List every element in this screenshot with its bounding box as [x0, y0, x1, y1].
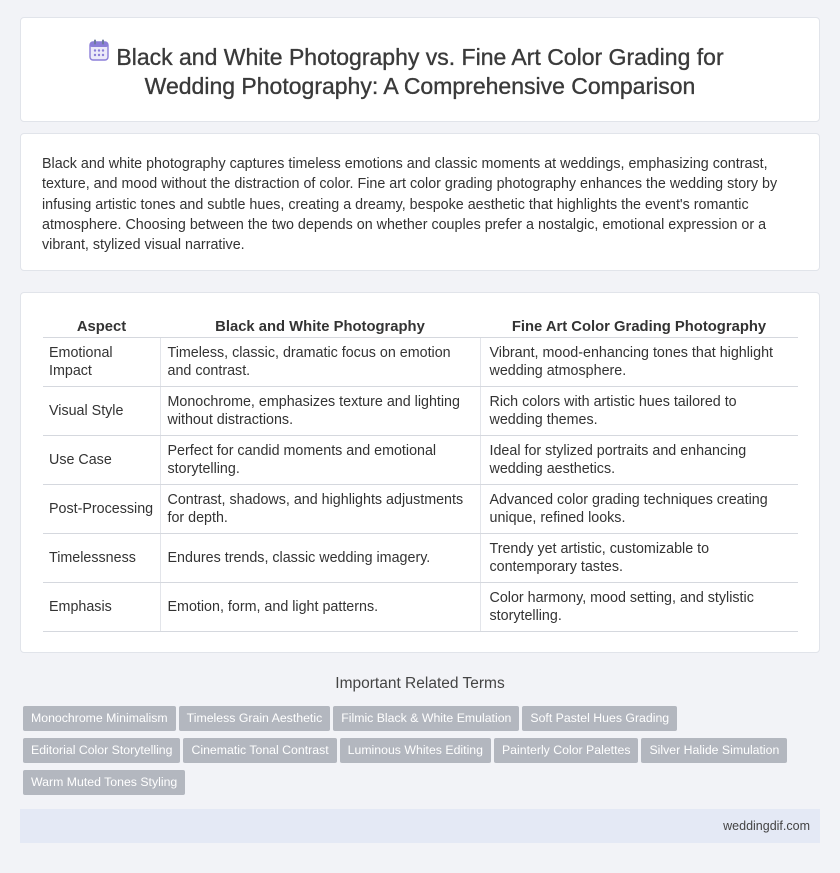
related-term-tag[interactable]: Cinematic Tonal Contrast — [183, 738, 336, 763]
related-term-tag[interactable]: Timeless Grain Aesthetic — [179, 706, 331, 731]
related-term-tag[interactable]: Monochrome Minimalism — [23, 706, 176, 731]
page-title-line2: Wedding Photography: A Comprehensive Comparison — [144, 73, 696, 99]
table-cell-black-white: Contrast, shadows, and highlights adjustments for depth. — [160, 484, 480, 533]
table-row — [43, 386, 798, 435]
table-cell-fine-art-color: Advanced color grading techniques creating unique, refined looks. — [480, 484, 798, 533]
table-row — [43, 533, 798, 582]
page-title — [116, 43, 723, 101]
related-term-tag[interactable]: Warm Muted Tones Styling — [23, 770, 185, 795]
table-header-row — [43, 315, 798, 337]
table-cell-black-white: Monochrome, emphasizes texture and lighting without distractions. — [160, 386, 480, 435]
comparison-table-card — [20, 292, 820, 653]
table-row — [43, 337, 798, 386]
table-cell-fine-art-color: Rich colors with artistic hues tailored to wedding themes. — [480, 386, 798, 435]
comparison-table — [43, 315, 798, 632]
table-cell-black-white: Emotion, form, and light patterns. — [160, 582, 480, 631]
column-header-fine-art-color: Fine Art Color Grading Photography — [480, 315, 798, 337]
column-header-aspect: Aspect — [43, 315, 160, 337]
page-title-line1: Black and White Photography vs. Fine Art Color Grading for — [116, 44, 724, 70]
table-row — [43, 435, 798, 484]
table-cell-aspect: Post-Processing — [43, 484, 160, 533]
related-term-tag[interactable]: Filmic Black & White Emulation — [333, 706, 519, 731]
table-cell-black-white: Timeless, classic, dramatic focus on emotion and contrast. — [160, 337, 480, 386]
related-terms-list — [23, 706, 813, 802]
table-row — [43, 484, 798, 533]
column-header-black-white: Black and White Photography — [160, 315, 480, 337]
related-terms-title: Important Related Terms — [335, 675, 505, 692]
table-cell-fine-art-color: Color harmony, mood setting, and stylistic storytelling. — [480, 582, 798, 631]
table-cell-aspect: Emphasis — [43, 582, 160, 631]
intro-card — [20, 133, 820, 271]
intro-paragraph: Black and white photography captures timeless emotions and classic moments at weddings, emphasizing contrast, texture, and mood without the distraction of color. Fine art color grading photography enhances the wedding story by infusing artistic tones and subtle hues, creating a dreamy, bespoke aesthetic that highlights the event's romantic atmosphere. Choosing between the two depends on whether couples prefer a nostalgic, emotional expression or a vibrant, stylized visual narrative. — [42, 156, 778, 254]
related-term-tag[interactable]: Luminous Whites Editing — [340, 738, 491, 763]
table-row — [43, 582, 798, 631]
table-cell-black-white: Endures trends, classic wedding imagery. — [160, 533, 480, 582]
related-term-tag[interactable]: Editorial Color Storytelling — [23, 738, 180, 763]
table-cell-aspect: Visual Style — [43, 386, 160, 435]
table-cell-aspect: Use Case — [43, 435, 160, 484]
related-term-tag[interactable]: Silver Halide Simulation — [641, 738, 787, 763]
header-card — [20, 17, 820, 122]
table-cell-aspect: Emotional Impact — [43, 337, 160, 386]
table-cell-aspect: Timelessness — [43, 533, 160, 582]
footer — [20, 809, 820, 843]
table-cell-fine-art-color: Vibrant, mood-enhancing tones that highlight wedding atmosphere. — [480, 337, 798, 386]
related-term-tag[interactable]: Painterly Color Palettes — [494, 738, 639, 763]
footer-site-link[interactable]: weddingdif.com — [723, 819, 810, 833]
table-cell-black-white: Perfect for candid moments and emotional storytelling. — [160, 435, 480, 484]
table-cell-fine-art-color: Trendy yet artistic, customizable to contemporary tastes. — [480, 533, 798, 582]
related-term-tag[interactable]: Soft Pastel Hues Grading — [522, 706, 677, 731]
table-cell-fine-art-color: Ideal for stylized portraits and enhancing wedding aesthetics. — [480, 435, 798, 484]
